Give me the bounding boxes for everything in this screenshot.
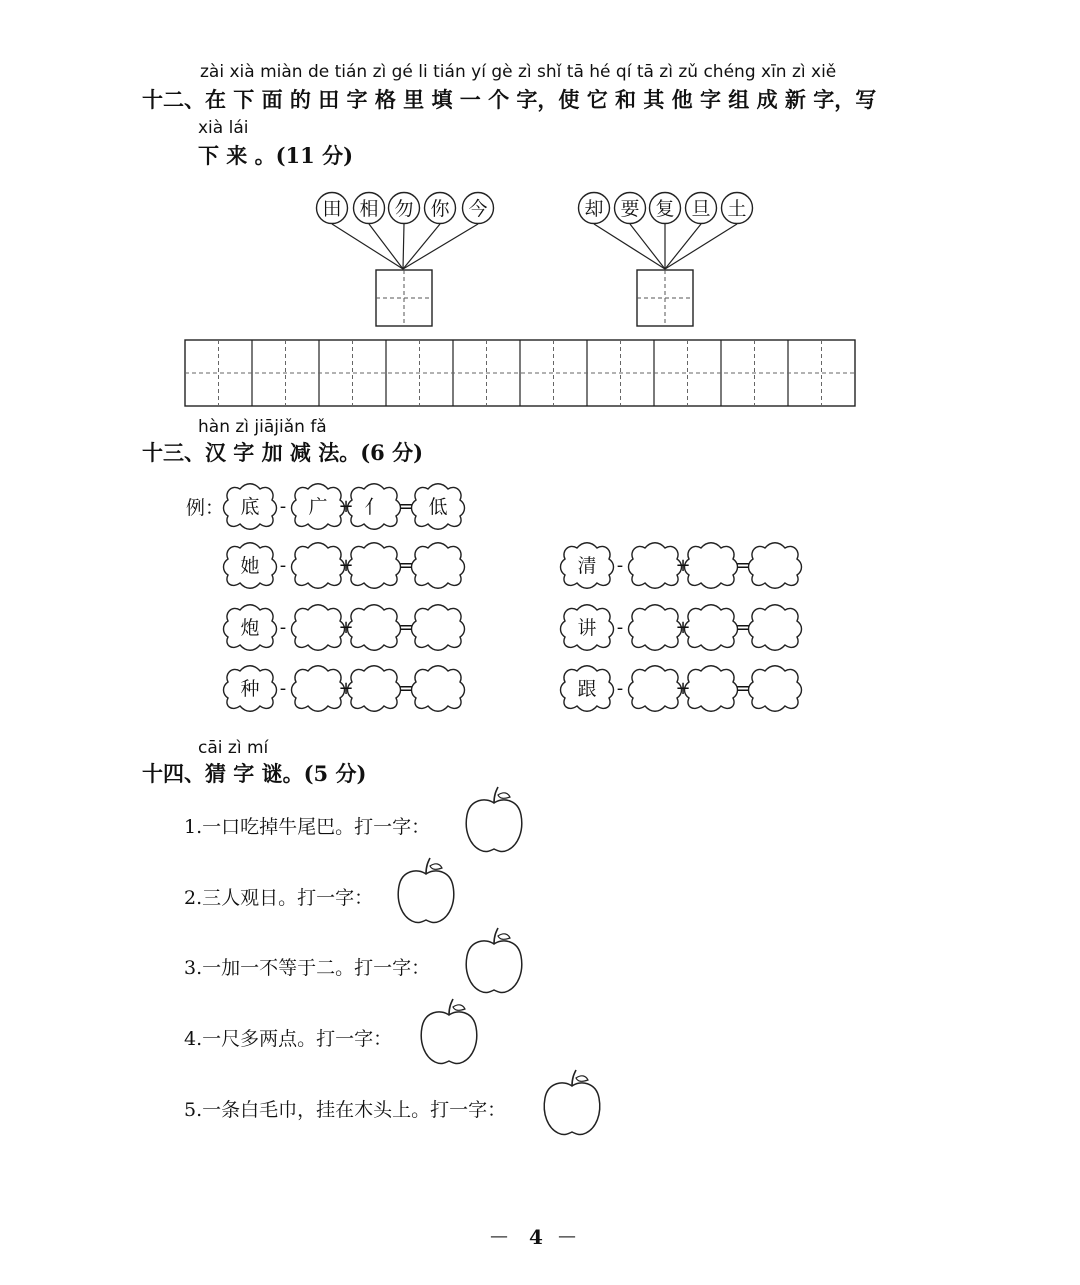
q12-answer-grid[interactable] — [185, 340, 855, 406]
apple-answer-3[interactable] — [466, 928, 522, 993]
q14-title: 十四、猜 字 谜。(5 分) — [142, 761, 367, 786]
flower-l2-b[interactable] — [292, 605, 345, 651]
op-equals: = — [398, 617, 414, 638]
op-minus: - — [616, 555, 624, 576]
flower-r1-c[interactable] — [685, 543, 738, 589]
q13-example-label: 例： — [186, 497, 225, 519]
page-number: 4 — [529, 1225, 543, 1249]
q12-group2-lines — [594, 224, 737, 269]
flower-r1-d[interactable] — [749, 543, 802, 589]
apple-answer-5[interactable] — [544, 1070, 600, 1135]
q12-pinyin-line2: xià lái — [198, 118, 249, 138]
flower-l1-b[interactable] — [292, 543, 345, 589]
flower-r3-b[interactable] — [629, 666, 682, 712]
q13-pinyin: hàn zì jiājiǎn fǎ — [198, 417, 327, 437]
riddle-5: 5.一条白毛巾，挂在木头上。打一字： — [184, 1099, 507, 1121]
right-char-1: 清 — [577, 555, 597, 577]
example-char-4: 低 — [428, 496, 448, 518]
right-char-3: 跟 — [577, 678, 597, 700]
apple-answer-4[interactable] — [421, 999, 477, 1064]
flower-l1-c[interactable] — [348, 543, 401, 589]
right-char-2: 讲 — [577, 617, 597, 639]
flower-l2-c[interactable] — [348, 605, 401, 651]
riddle-2: 2.三人观日。打一字： — [184, 887, 374, 909]
apple-answer-1[interactable] — [466, 787, 522, 852]
circle-char-text-2: 相 — [359, 198, 379, 220]
example-char-1: 底 — [240, 496, 260, 518]
op-plus: + — [338, 555, 354, 576]
op-plus: + — [338, 678, 354, 699]
op-plus: + — [675, 678, 691, 699]
circle-char-text-4: 你 — [430, 198, 450, 220]
q12-title-cont: 下 来 。(11 分) — [198, 143, 354, 168]
q12-pinyin-line1: zài xià miàn de tián zì gé li tián yí gè zì shǐ tā hé qí tā zì zǔ chéng xīn zì xiě — [200, 62, 837, 82]
riddle-1: 1.一口吃掉牛尾巴。打一字： — [184, 816, 431, 838]
left-char-2: 炮 — [240, 617, 260, 639]
flower-r2-c[interactable] — [685, 605, 738, 651]
op-plus: + — [338, 496, 354, 517]
flower-r3-c[interactable] — [685, 666, 738, 712]
op-equals: = — [735, 617, 751, 638]
flower-l3-c[interactable] — [348, 666, 401, 712]
op-plus: + — [338, 617, 354, 638]
left-char-3: 种 — [240, 678, 260, 700]
q12-title: 十二、在 下 面 的 田 字 格 里 填 一 个 字，使 它 和 其 他 字 组 成 新 字，写 — [142, 87, 877, 112]
page-dash-left: — — [490, 1226, 508, 1247]
circle-char-text-9: 旦 — [691, 198, 711, 220]
circle-char-text-6: 却 — [584, 198, 604, 220]
flower-l2-d[interactable] — [412, 605, 465, 651]
circle-char-text-7: 要 — [620, 198, 640, 220]
riddle-4: 4.一尺多两点。打一字： — [184, 1028, 393, 1050]
op-minus: - — [616, 678, 624, 699]
example-char-2: 广 — [308, 496, 328, 518]
flower-r1-b[interactable] — [629, 543, 682, 589]
apple-answer-2[interactable] — [398, 858, 454, 923]
op-plus: + — [675, 555, 691, 576]
q14-pinyin: cāi zì mí — [198, 738, 269, 758]
flower-r2-d[interactable] — [749, 605, 802, 651]
riddle-3: 3.一加一不等于二。打一字： — [184, 957, 431, 979]
example-char-3: 亻 — [364, 496, 384, 518]
op-equals: = — [735, 555, 751, 576]
q12-tianzige-1[interactable] — [376, 270, 432, 326]
circle-char-text-10: 土 — [727, 198, 747, 220]
op-minus: - — [279, 555, 287, 576]
flower-l3-b[interactable] — [292, 666, 345, 712]
op-equals: = — [398, 678, 414, 699]
flower-r3-d[interactable] — [749, 666, 802, 712]
q12-tianzige-2[interactable] — [637, 270, 693, 326]
flower-r2-b[interactable] — [629, 605, 682, 651]
circle-char-text-5: 今 — [468, 198, 488, 220]
op-plus: + — [675, 617, 691, 638]
q12-group1-lines — [332, 224, 478, 269]
op-minus: - — [616, 617, 624, 638]
op-equals: = — [398, 555, 414, 576]
q13-title: 十三、汉 字 加 减 法。(6 分) — [142, 440, 424, 465]
op-equals: = — [398, 496, 414, 517]
flower-l3-d[interactable] — [412, 666, 465, 712]
op-equals: = — [735, 678, 751, 699]
circle-char-text-1: 田 — [322, 198, 342, 220]
page-dash-right: — — [558, 1226, 576, 1247]
op-minus: - — [279, 496, 287, 517]
circle-char-text-8: 复 — [655, 198, 675, 220]
flower-l1-d[interactable] — [412, 543, 465, 589]
left-char-1: 她 — [240, 555, 260, 577]
op-minus: - — [279, 617, 287, 638]
circle-char-text-3: 勿 — [394, 198, 414, 220]
op-minus: - — [279, 678, 287, 699]
